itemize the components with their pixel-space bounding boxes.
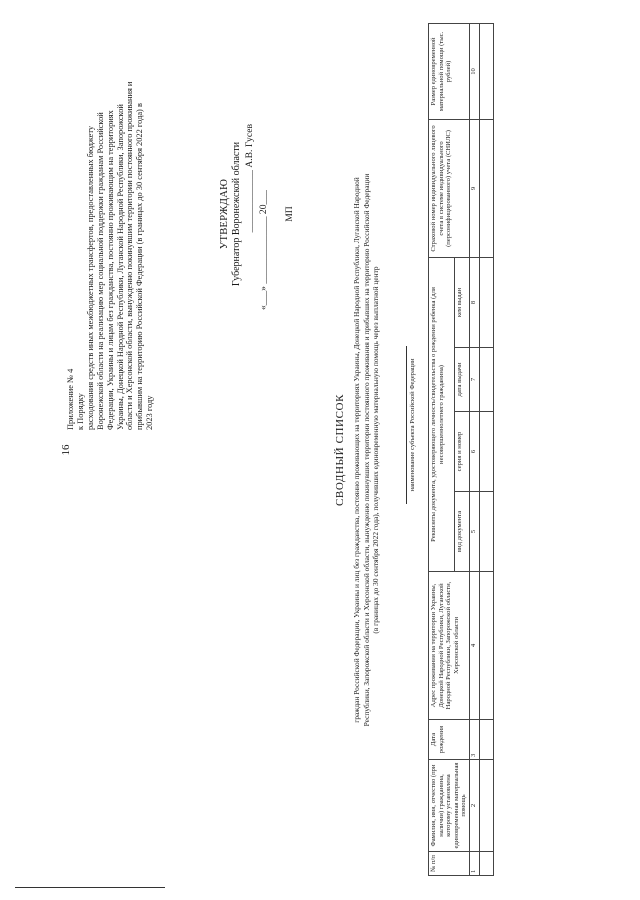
table-cell — [479, 348, 493, 412]
header-index: № п/п — [429, 852, 470, 876]
column-number: 8 — [469, 257, 479, 347]
header-id-document-group: Реквизиты документа, удостоверяющего личность/свидетельства о рождении ребенка (для несовершеннолетнего гражданина) — [429, 257, 455, 571]
column-number: 10 — [469, 23, 479, 119]
approval-title: УТВЕРЖДАЮ — [219, 178, 230, 250]
appendix-line: расходования средств иных межбюджетных трансфертов, предоставленных бюджету — [85, 125, 95, 430]
subject-underline — [406, 346, 407, 504]
description-line: Республики, Запорожской области и Херсонской области, вынужденно покинувших территории постоянного проживания и прибывших на территорию Российской Федерации — [361, 173, 371, 727]
column-number: 1 — [469, 852, 479, 876]
signature-line: _____________ А.В. Гусев — [243, 124, 255, 233]
appendix-note — [66, 30, 155, 430]
header-document-type: вид документа — [454, 492, 469, 572]
header-address: Адрес проживания на территории Украины, Донецкой Народной Республики, Луганской Народной Республики, Запорожской области, Херсонской области — [429, 572, 470, 720]
table-cell — [479, 572, 493, 720]
approval-date-line: «___» ______________ 20___ — [257, 190, 269, 310]
appendix-line: области и Херсонской области, вынужденно покинувшим территории постоянного проживания и — [125, 81, 135, 430]
table-cell — [479, 492, 493, 572]
approval-block — [218, 116, 296, 312]
appendix-line: прибывшим на территорию Российской Федерации (в границах до 30 сентября 2022 года) в — [135, 103, 145, 430]
table-cell — [479, 119, 493, 257]
stamp-label: МП — [283, 206, 295, 222]
column-number: 4 — [469, 572, 479, 720]
appendix-line: Воронежской области на реализацию мер социальной поддержки гражданам Российской — [95, 112, 105, 430]
column-number: 6 — [469, 412, 479, 492]
header-series-number: серия и номер — [454, 412, 469, 492]
appendix-line: Украины, Донецкой Народной Республики, Луганской Народной Республики, Запорожской — [115, 104, 125, 430]
table-cell — [479, 760, 493, 852]
document-title: СВОДНЫЙ СПИСОК — [334, 393, 346, 507]
column-number: 9 — [469, 119, 479, 257]
table-cell — [479, 720, 493, 760]
table-row — [479, 23, 493, 875]
divider-line — [15, 887, 165, 888]
header-aid-amount: Размер единовременной материальной помощи (тыс. рублей) — [429, 23, 470, 119]
header-snils: Страховой номер индивидуального лицевого счета в системе индивидуального (персонифицированного) учета (СНИЛС) — [429, 119, 470, 257]
registry-table — [428, 23, 494, 876]
header-full-name: Фамилия, имя, отчество (при наличии) гражданина, которому установлена единовременная материальная помощь — [429, 760, 470, 852]
subject-field — [400, 346, 416, 504]
description-line: граждан Российской Федерации, Украины и лиц без гражданства, постоянно проживающих на территориях Украины, Донецкой Народной Республики, Луганской Народной — [352, 177, 361, 723]
column-number: 2 — [469, 760, 479, 852]
subject-caption: наименование субъекта Российской Федерации — [409, 358, 416, 492]
table-cell — [479, 257, 493, 347]
page-number: 16 — [60, 444, 72, 456]
approver-role: Губернатор Воронежской области — [231, 141, 243, 287]
column-number-row — [469, 23, 479, 875]
header-issued-by: кем выдан — [454, 257, 469, 347]
appendix-line: Федерации, Украины и лицам без гражданства, постоянно проживающим на территориях — [105, 110, 115, 430]
table-cell — [479, 852, 493, 876]
column-number: 7 — [469, 348, 479, 412]
appendix-line: к Порядку — [75, 393, 85, 430]
document-description — [352, 12, 381, 888]
header-birth-date: Дата рождения — [429, 720, 470, 760]
table-cell — [479, 412, 493, 492]
appendix-line: 2023 году — [145, 395, 155, 430]
table-cell — [479, 23, 493, 119]
appendix-line: Приложение № 4 — [66, 368, 75, 430]
column-number: 5 — [469, 492, 479, 572]
description-line: (в границах до 30 сентября 2022 года), получивших единовременную материальную помощь через выплатной центр — [371, 266, 381, 634]
column-number: 3 — [469, 720, 479, 760]
table-header-row — [429, 23, 455, 875]
header-issue-date: дата выдачи — [454, 348, 469, 412]
